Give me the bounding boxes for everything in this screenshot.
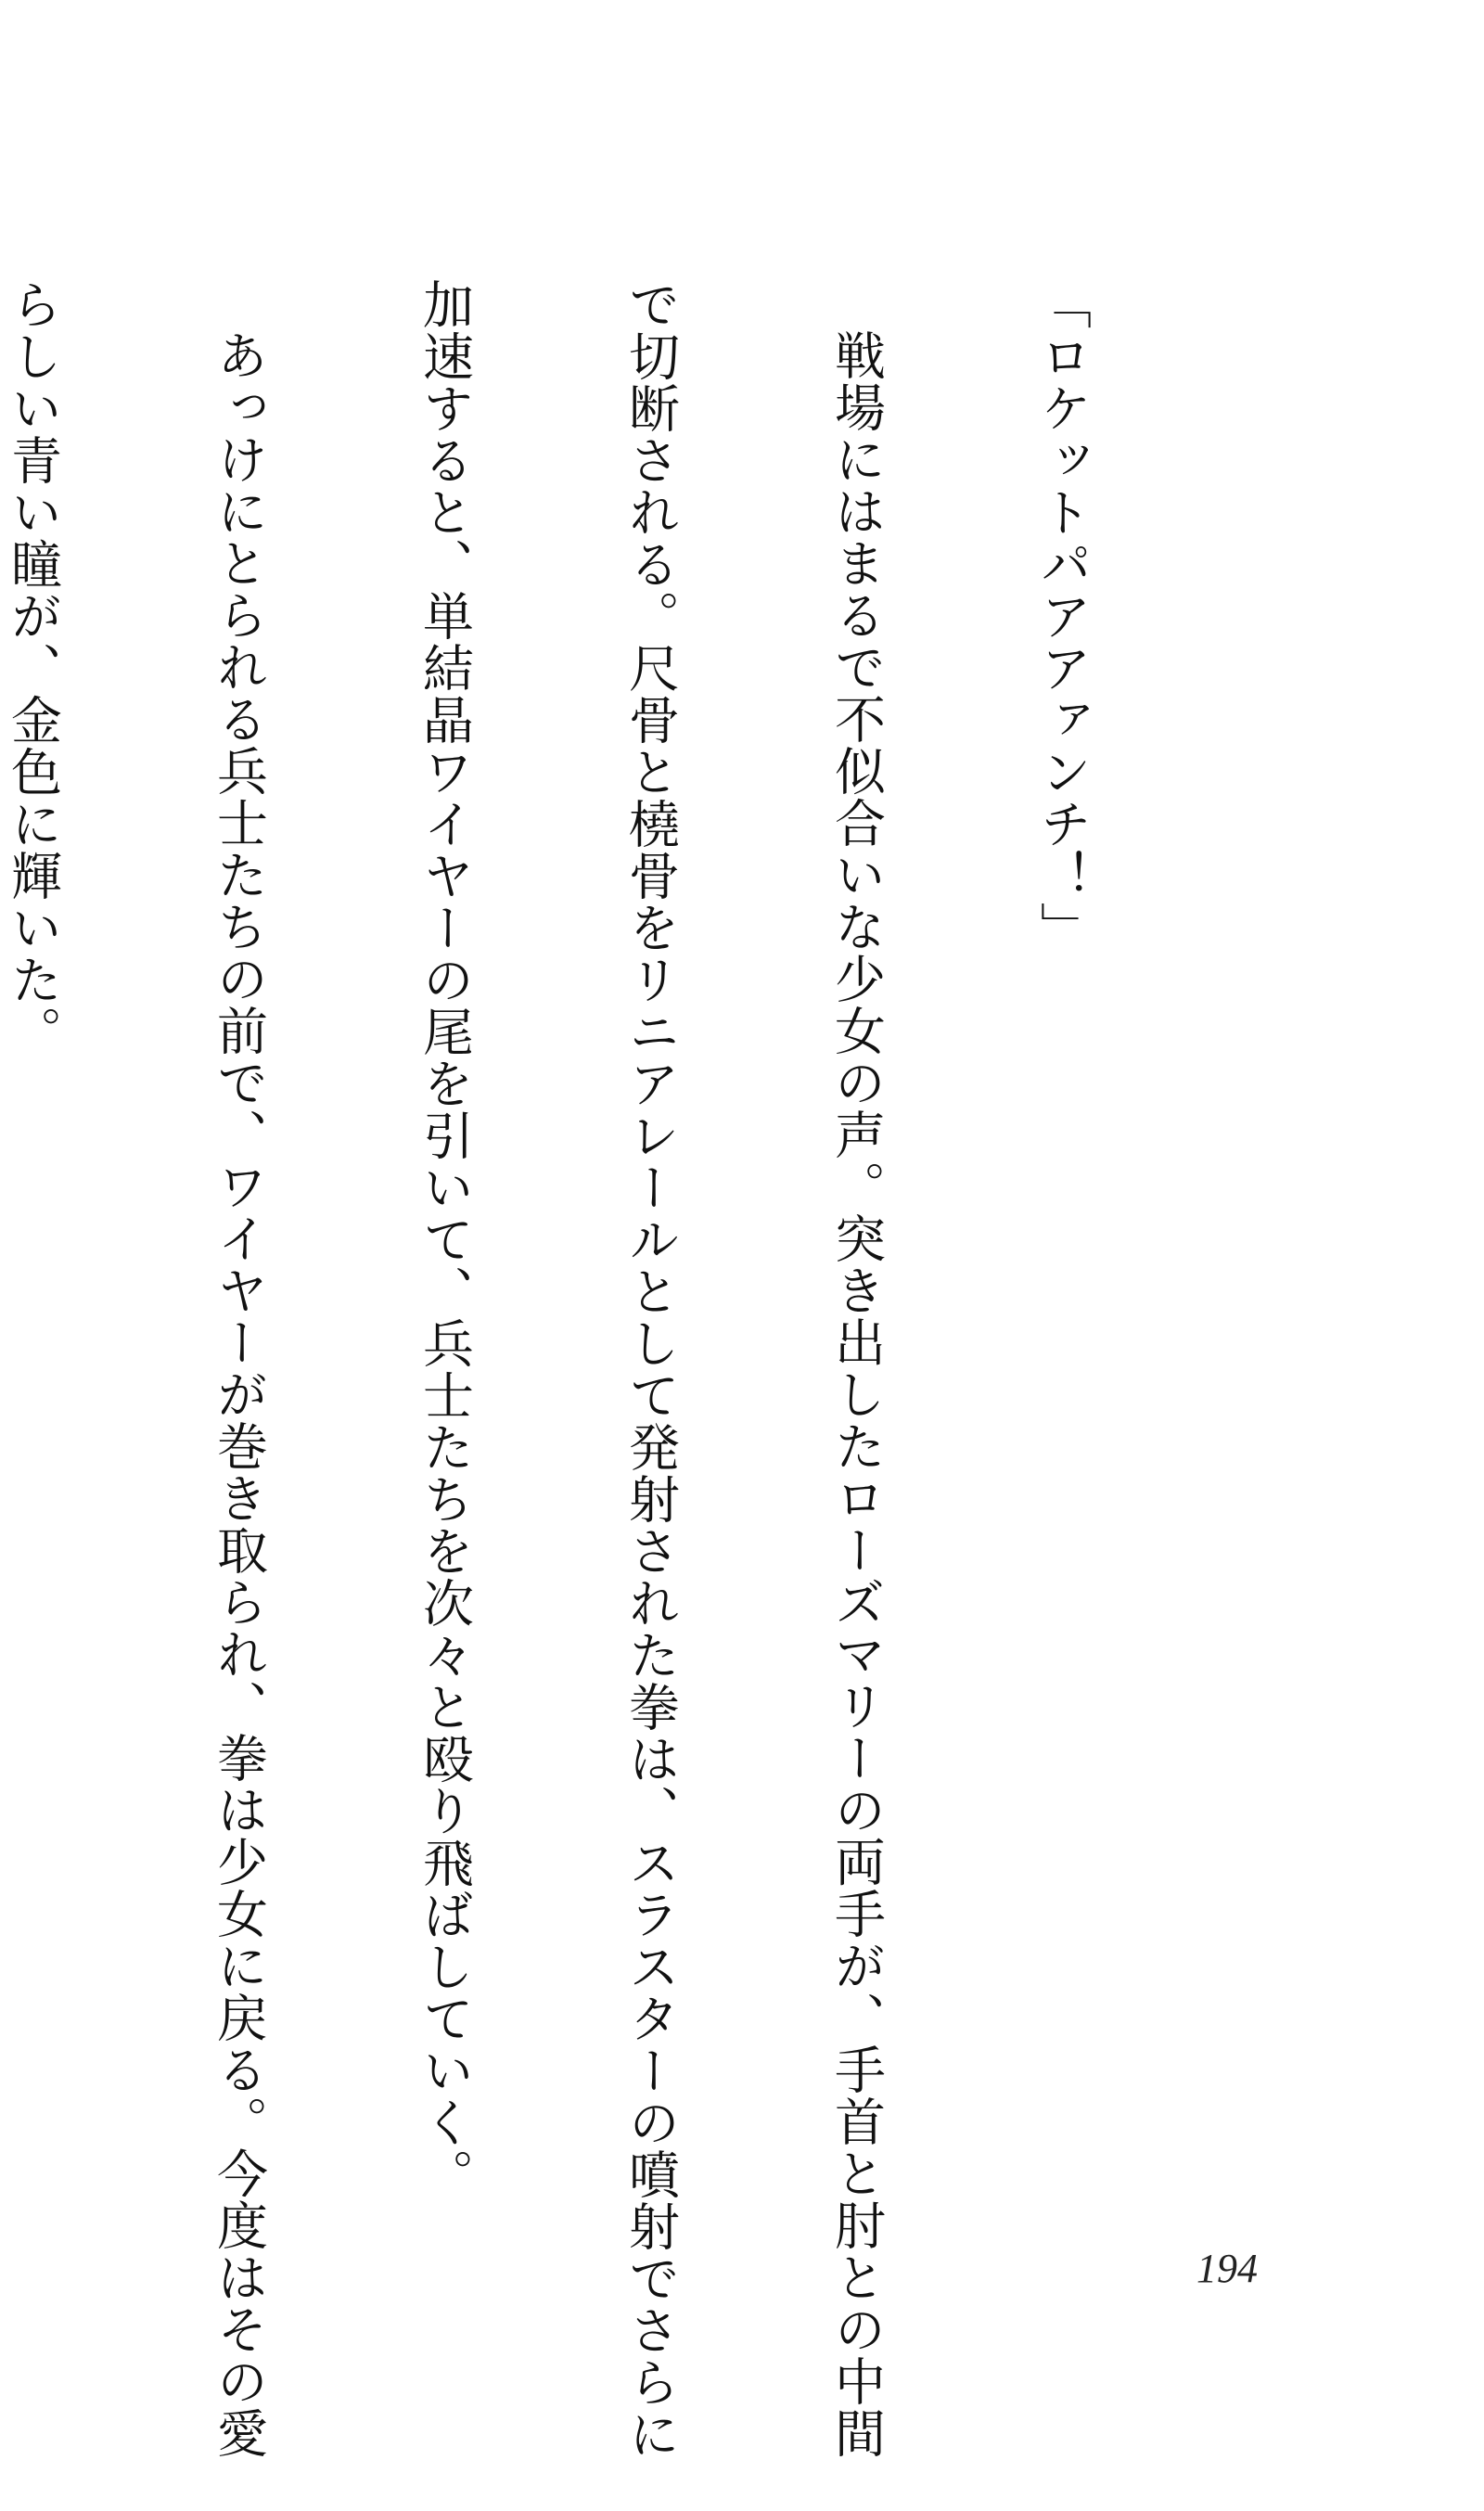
text-line: 戦場にはまるで不似合いな少女の声。突き出したローズマリーの両手が、手首と肘との中間: [826, 329, 886, 2459]
page-number: 194: [1196, 2246, 1258, 2291]
text-line: らしい青い瞳が、金色に輝いた。: [3, 278, 62, 1057]
text-line: 加速すると、単結晶ワイヤーの尾を引いて、兵士たちを次々と殴り飛ばしていく。: [415, 278, 474, 2200]
text-line: 「ロケットパアアァンチ！」: [1032, 278, 1092, 954]
text-line: で切断される。尺骨と橈骨をリニアレールとして発射された拳は、スラスターの噴射でさらに: [620, 278, 680, 2460]
text-line: あっけにとられる兵士たちの前で、ワイヤーが巻き取られ、拳は少女に戻る。今度はその愛: [209, 329, 268, 2459]
vertical-text-body: [0, 278, 1234, 2460]
